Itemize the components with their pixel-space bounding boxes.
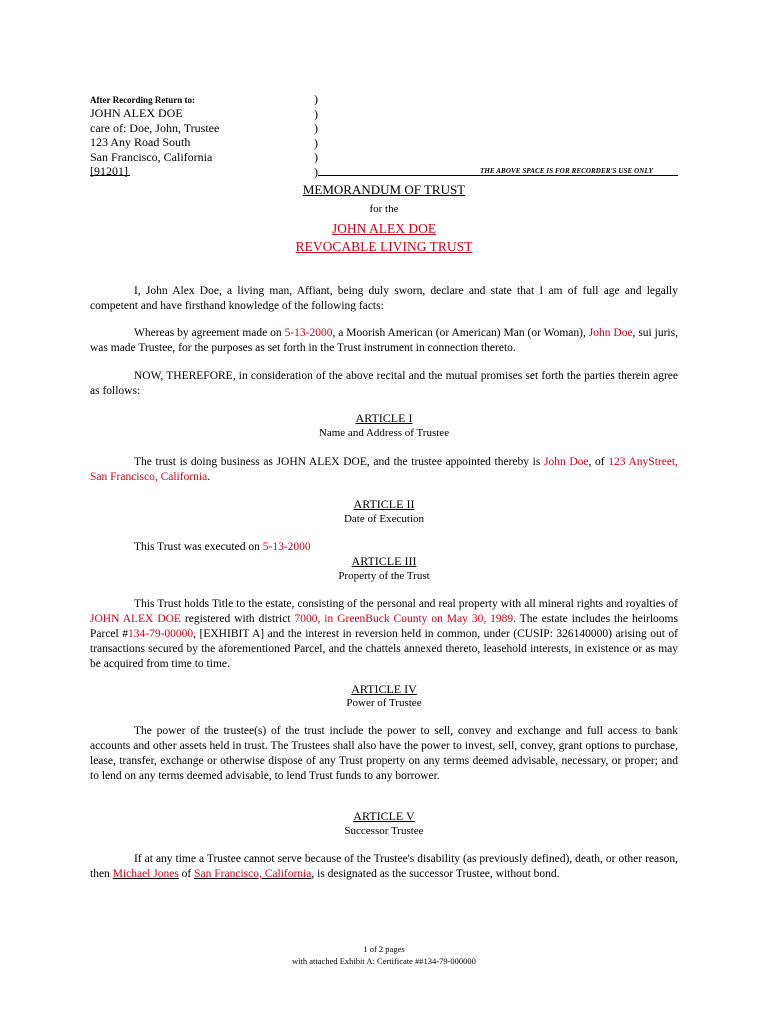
article-5-subtitle: Successor Trustee — [344, 825, 424, 837]
article-text: . — [207, 471, 211, 483]
paren: ) — [314, 121, 318, 135]
trust-name-line2: REVOCABLE LIVING TRUST — [295, 239, 473, 254]
article-text: This Trust holds Title to the estate, consisting of the personal and real property with all mineral rights and royalties of — [134, 598, 678, 610]
paren-column — [314, 92, 318, 179]
trustee-address: 123 AnyStreet, San Francisco, California — [90, 456, 679, 483]
whereas-text: , a Moorish American (or American) Man (or Woman), — [332, 327, 589, 339]
return-address — [90, 106, 219, 179]
parcel-number: 134-79-00000 — [127, 628, 194, 640]
article-text: This Trust was executed on — [134, 541, 263, 553]
address-line: JOHN ALEX DOE — [90, 106, 183, 120]
document-title: MEMORANDUM OF TRUST — [302, 182, 466, 197]
article-3-heading: ARTICLE III — [351, 554, 417, 568]
article-4-text: The power of the trustee(s) of the trust include the power to sell, convey and exchange and full access to bank accounts and other assets held in trust. The Trustees shall also have the power to invest, sell, convey, grant options to purchase, lease, transfer, exchange or otherwise dispose of any Trust property on any terms deemed advisable, necessary, or proper; and to lend on any terms deemed advisable, to lend Trust funds to any borrower. — [90, 725, 678, 782]
article-5-heading: ARTICLE V — [353, 809, 415, 823]
recorder-rule — [318, 175, 678, 176]
whereas-text: , sui juris, was made Trustee, for the purposes as set forth in the Trust instrument in connection thereto. — [90, 327, 678, 354]
article-2-subtitle: Date of Execution — [343, 513, 425, 525]
article-1-subtitle: Name and Address of Trustee — [318, 427, 450, 439]
successor-location: San Francisco, California — [194, 868, 312, 880]
article-text: . The estate includes the heirlooms Parcel # — [90, 613, 678, 640]
trustee-name: John Doe — [588, 327, 633, 339]
article-5-text — [90, 852, 678, 882]
paren: ) — [314, 150, 318, 164]
agreement-date: 5-13-2000 — [284, 327, 333, 339]
article-1-heading: ARTICLE I — [355, 411, 413, 425]
article-text: of — [178, 868, 195, 880]
address-line: care of: Doe, John, Trustee — [90, 120, 220, 135]
for-the-line: for the — [369, 203, 399, 215]
paren: ) — [314, 106, 318, 121]
article-text: The trust is doing business as JOHN ALEX DOE, and the trustee appointed thereby is — [134, 456, 544, 468]
article-4-heading: ARTICLE IV — [351, 682, 417, 696]
article-text: registered with district — [180, 613, 295, 625]
now-therefore-paragraph: NOW, THEREFORE, in consideration of the above recital and the mutual promises set forth the parties therein agree as follows: — [90, 370, 678, 397]
whereas-text: Whereas by agreement made on — [134, 327, 285, 339]
execution-date: 5-13-2000 — [262, 541, 311, 553]
return-label: After Recording Return to: — [90, 95, 196, 105]
article-4-subtitle: Power of Trustee — [346, 697, 422, 709]
affidavit-paragraph: I, John Alex Doe, a living man, Affiant, being duly sworn, declare and state that I am of full age and legally competent and have firsthand knowledge of the following facts: — [90, 285, 678, 312]
article-text: If at any time a Trustee cannot serve because of the Trustee's disability (as previously defined), death, or other reason, then — [90, 853, 678, 880]
article-text: , [EXHIBIT A] and the interest in reversion held in common, under (CUSIP: 326140000) arising out of transactions secured by the aforementioned Parcel, and the chattels annexed thereto, leasehold interests, in existence or as may be acquired from time to time. — [90, 628, 679, 670]
attachment-note: with attached Exhibit A: Certificate ##134-79-000000 — [292, 956, 476, 966]
address-line: [91201] — [90, 164, 128, 178]
article-text: , is designated as the successor Trustee, without bond. — [311, 868, 560, 880]
trust-name-line1: JOHN ALEX DOE — [331, 221, 437, 236]
address-line: San Francisco, California — [90, 149, 213, 164]
district-info: 7000, in GreenBuck County on May 30, 1989 — [294, 613, 514, 625]
article-3-text — [90, 597, 678, 672]
owner-name: JOHN ALEX DOE — [90, 613, 181, 625]
successor-name: Michael Jones — [112, 868, 179, 880]
address-line: 123 Any Road South — [90, 135, 191, 149]
paren: ) — [314, 92, 318, 106]
article-2-text — [134, 540, 534, 555]
trustee-name: John Doe — [543, 456, 589, 468]
article-1-text — [90, 455, 678, 485]
recorder-note: THE ABOVE SPACE IS FOR RECORDER'S USE ONLY — [480, 167, 653, 175]
article-text: , of — [588, 456, 609, 468]
address-underline — [90, 175, 130, 176]
page-count: 1 of 2 pages — [363, 944, 405, 954]
article-2-heading: ARTICLE II — [353, 497, 415, 511]
paren: ) — [314, 135, 318, 150]
whereas-paragraph — [90, 326, 678, 356]
article-3-subtitle: Property of the Trust — [338, 570, 430, 582]
paren: ) — [314, 164, 318, 179]
